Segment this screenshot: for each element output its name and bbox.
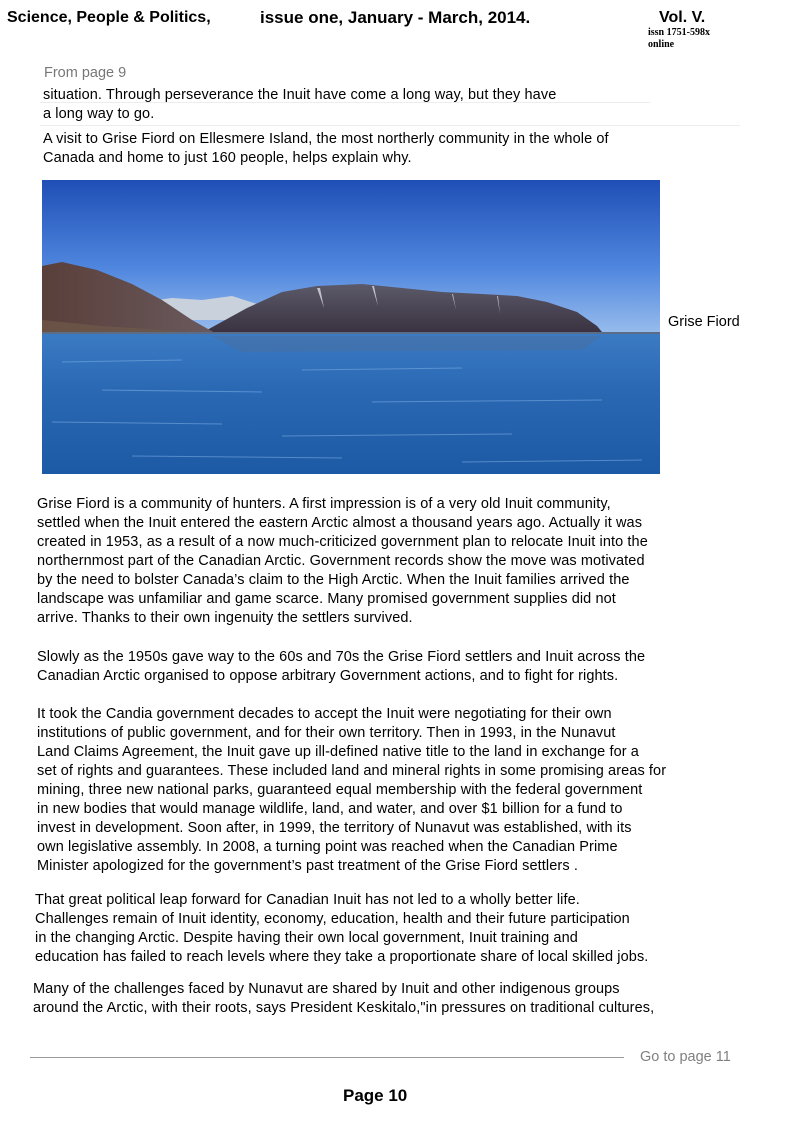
body-paragraph-1 bbox=[37, 495, 648, 628]
body-paragraph-2 bbox=[37, 648, 645, 686]
text-line: Grise Fiord is a community of hunters. A first impression is of a very old Inuit community, bbox=[37, 496, 611, 512]
page-number: Page 10 bbox=[343, 1086, 408, 1105]
text-line: A visit to Grise Fiord on Ellesmere Island, the most northerly community in the whole of bbox=[43, 131, 609, 147]
text-line: a long way to go. bbox=[43, 106, 155, 122]
grise-fiord-photo bbox=[42, 180, 660, 474]
scan-line bbox=[40, 125, 740, 126]
body-paragraph-3 bbox=[37, 705, 666, 876]
magazine-title: Science, People & Politics, bbox=[7, 9, 211, 26]
photo-caption: Grise Fiord bbox=[668, 314, 740, 330]
issn-online: online bbox=[648, 39, 675, 50]
text-line: education has failed to reach levels where they take a proportionate share of local skilled jobs. bbox=[35, 949, 649, 965]
text-line: by the need to bolster Canada’s claim to the High Arctic. When the Inuit families arrived the bbox=[37, 572, 630, 588]
text-line: created in 1953, as a result of a now much-criticized government plan to relocate Inuit into the bbox=[37, 534, 648, 550]
text-line: northernmost part of the Canadian Arctic. Government records show the move was motivated bbox=[37, 553, 645, 569]
next-page-link[interactable]: Go to page 11 bbox=[640, 1049, 731, 1065]
issn-block bbox=[648, 27, 710, 51]
text-line: landscape was unfamiliar and game scarce. Many promised government supplies did not bbox=[37, 591, 616, 607]
body-paragraph-4 bbox=[35, 891, 648, 967]
text-line: Slowly as the 1950s gave way to the 60s and 70s the Grise Fiord settlers and Inuit across the bbox=[37, 649, 646, 665]
issue-info: issue one, January - March, 2014. bbox=[260, 8, 531, 27]
text-line: Land Claims Agreement, the Inuit gave up ill-defined native title to the land in exchange for a bbox=[37, 744, 639, 760]
intro-paragraph bbox=[43, 86, 556, 124]
text-line: own legislative assembly. In 2008, a turning point was reached when the Canadian Prime bbox=[37, 839, 618, 855]
continuation-link[interactable]: From page 9 bbox=[44, 65, 127, 81]
body-paragraph-5 bbox=[33, 980, 654, 1018]
text-line: Challenges remain of Inuit identity, economy, education, health and their future participation bbox=[35, 911, 630, 927]
issn-number: issn 1751-598x bbox=[648, 27, 710, 38]
footer-divider bbox=[30, 1057, 624, 1058]
text-line: around the Arctic, with their roots, says President Keskitalo,"in pressures on traditional cultures, bbox=[33, 1000, 655, 1016]
text-line: situation. Through perseverance the Inuit have come a long way, but they have bbox=[43, 87, 557, 103]
text-line: in the changing Arctic. Despite having their own local government, Inuit training and bbox=[35, 930, 578, 946]
text-line: It took the Candia government decades to accept the Inuit were negotiating for their own bbox=[37, 706, 612, 722]
text-line: Minister apologized for the government’s past treatment of the Grise Fiord settlers . bbox=[37, 858, 578, 874]
text-line: mining, three new national parks, guaranteed equal membership with the federal government bbox=[37, 782, 643, 798]
volume-label: Vol. V. bbox=[659, 9, 706, 26]
text-line: set of rights and guarantees. These included land and mineral rights in some promising areas for bbox=[37, 763, 667, 779]
text-line: That great political leap forward for Canadian Inuit has not led to a wholly better life. bbox=[35, 892, 580, 908]
text-line: arrive. Thanks to their own ingenuity the settlers survived. bbox=[37, 610, 413, 626]
text-line: institutions of public government, and for their own territory. Then in 1993, in the Nunavut bbox=[37, 725, 616, 741]
text-line: Canadian Arctic organised to oppose arbitrary Government actions, and to fight for rights. bbox=[37, 668, 619, 684]
text-line: Many of the challenges faced by Nunavut are shared by Inuit and other indigenous groups bbox=[33, 981, 620, 997]
text-line: invest in development. Soon after, in 1999, the territory of Nunavut was established, with its bbox=[37, 820, 632, 836]
text-line: settled when the Inuit entered the eastern Arctic almost a thousand years ago. Actually it was bbox=[37, 515, 643, 531]
text-line: in new bodies that would manage wildlife, land, and water, and over $1 billion for a fund to bbox=[37, 801, 623, 817]
visit-paragraph bbox=[43, 130, 609, 168]
text-line: Canada and home to just 160 people, helps explain why. bbox=[43, 150, 412, 166]
